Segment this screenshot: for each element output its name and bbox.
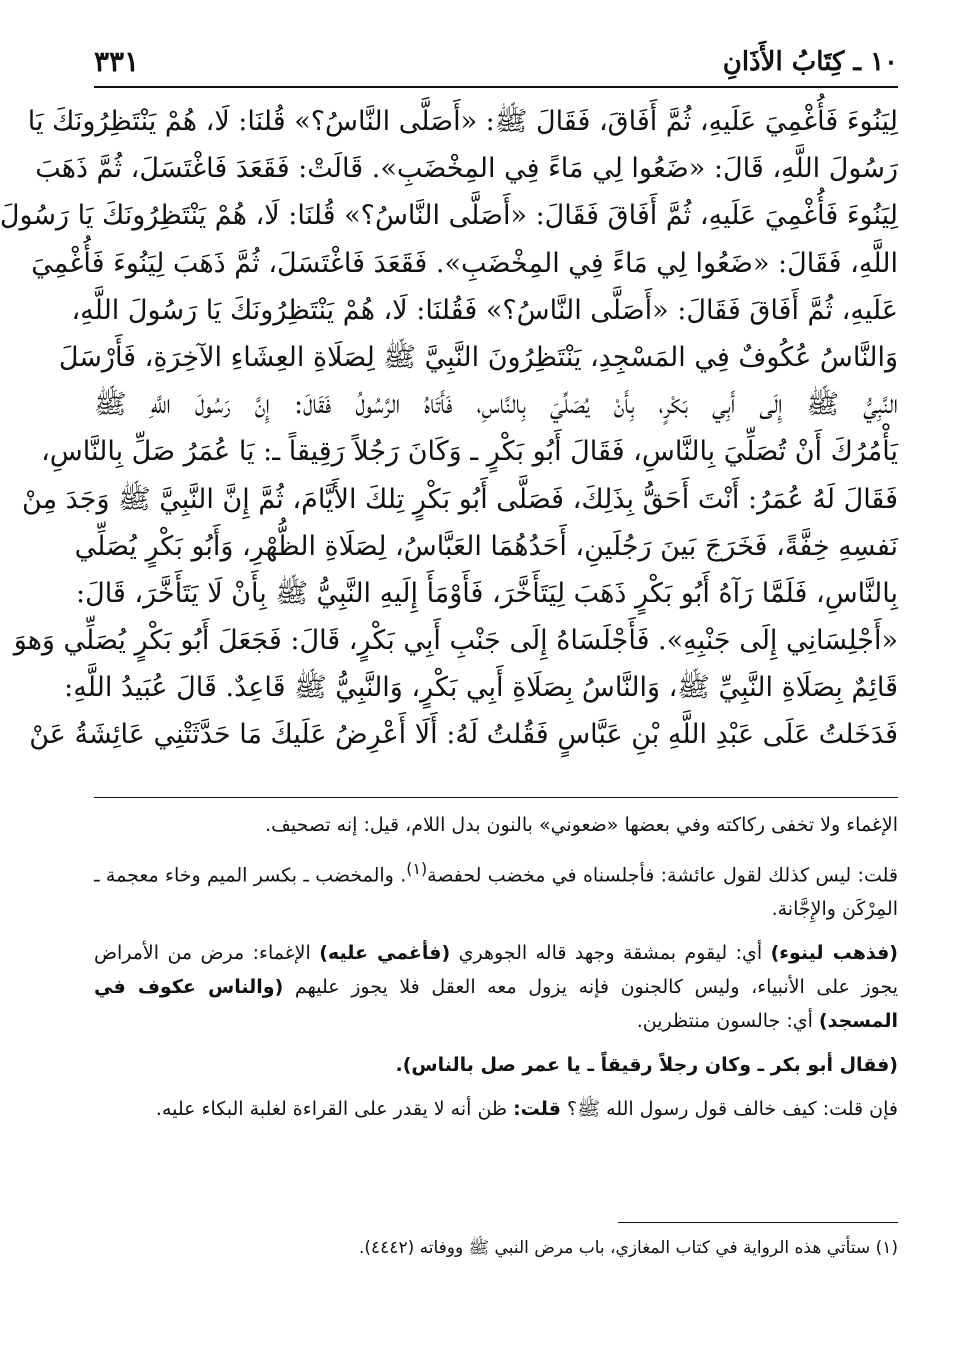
commentary-paragraph [94, 936, 898, 1038]
hadith-line: فَدَخَلتُ عَلَى عَبْدِ اللَّهِ بْنِ عَبَّاسٍ فَقُلتُ لَهُ: أَلَا أَعْرِضُ عَلَيكَ مَا حَدَّثَتْنِي عَائِشَةُ عَنْ [29, 719, 898, 751]
hadith-line: رَسُولَ اللَّهِ، قَالَ: «ضَعُوا لِي مَاءً فِي المِخْضَبِ». قَالَتْ: فَقَعَدَ فَاغْتَسَلَ، ثُمَّ ذَهَبَ [35, 153, 898, 185]
commentary-rule [94, 797, 898, 798]
footnote-reference[interactable]: (١) [406, 859, 428, 878]
page-number: ٣٣١ [94, 45, 140, 78]
hadith-line: بِالنَّاسِ، فَلَمَّا رَآهُ أَبُو بَكْرٍ ذَهَبَ لِيَتَأَخَّرَ، فَأَوْمَأَ إِلَيهِ النَّبِيُّ ﷺ بِأَنْ لَا يَتَأَخَّرَ، قَالَ: [75, 577, 898, 609]
commentary-text: أي: جالسون منتظرين. [636, 1010, 819, 1033]
commentary [94, 808, 898, 1136]
commentary-paragraph [94, 852, 898, 926]
commentary-text: قلت: ليس كذلك لقول عائشة: فأجلسناه في مخضب لحفصة [427, 864, 898, 887]
commentary-text: . والمخضب ـ بكسر الميم وخاء معجمة ـ المِرْكَن والإِجَّانة. [94, 864, 898, 921]
hadith-line: قَائِمٌ بِصَلَاةِ النَّبِيِّ ﷺ، وَالنَّاسُ بِصَلَاةِ أَبِي بَكْرٍ، وَالنَّبِيُّ ﷺ قَاعِدٌ. قَالَ عُبَيدُ اللَّهِ: [64, 672, 898, 704]
commentary-text: الإغماء ولا تخفى ركاكته وفي بعضها «ضعوني» بالنون بدل اللام، قيل: إنه تصحيف. [265, 814, 898, 836]
page-header [94, 40, 898, 82]
quoted-phrase: (فأغمي عليه) [319, 942, 451, 965]
footnote-rule [618, 1222, 898, 1223]
hadith-line: لِيَنُوءَ فَأُغْمِيَ عَلَيهِ، ثُمَّ أَفَاقَ، فَقَالَ ﷺ: «أَصَلَّى النَّاسُ؟» قُلنَا: لَا، هُمْ يَنْتَظِرُونَكَ يَا [27, 106, 898, 137]
commentary-text: فإن قلت: كيف خالف قول رسول الله ﷺ؟ [560, 1098, 898, 1121]
footnote-text: (١) ستأتي هذه الرواية في كتاب المغازي، باب مرض النبي ﷺ ووفاته (٤٤٤٢). [359, 1238, 898, 1258]
hadith-line: اللَّهِ، فَقَالَ: «ضَعُوا لِي مَاءً فِي المِخْضَبِ». فَقَعَدَ فَاغْتَسَلَ، ثُمَّ ذَهَبَ لِيَنُوءَ فَأُغْمِيَ [31, 247, 898, 279]
commentary-text: الإغماء: مرض من الأمراض يجوز على الأنبياء، وليس كالجنون فإنه يزول معه العقل فلا يجوز عليهم [94, 942, 899, 999]
commentary-text: أي: ليقوم بمشقة وجهد قاله الجوهري [450, 942, 771, 965]
hadith-line: نَفسِهِ خِفَّةً، فَخَرَجَ بَينَ رَجُلَينِ، أَحَدُهُمَا العَبَّاسُ، لِصَلَاةِ الظُّهْرِ، وَأَبُو بَكْرٍ يُصَلِّي [74, 530, 898, 562]
footnote [94, 1234, 898, 1262]
commentary-paragraph [94, 1048, 898, 1082]
chapter-title: ١٠ ـ كِتَابُ الأَذَانِ [722, 47, 898, 77]
header-rule [94, 86, 898, 88]
hadith-line: وَالنَّاسُ عُكُوفٌ فِي المَسْجِدِ، يَنْتَظِرُونَ النَّبِيَّ ﷺ لِصَلَاةِ العِشَاءِ الآخِرَةِ، فَأَرْسَلَ [58, 341, 898, 373]
hadith-line: عَلَيهِ، ثُمَّ أَفَاقَ فَقَالَ: «أَصَلَّى النَّاسُ؟» فَقُلنَا: لَا، هُمْ يَنْتَظِرُونَكَ يَا رَسُولَ اللَّهِ، [71, 294, 898, 326]
quoted-phrase: (والناس عكوف في المسجد) [94, 976, 898, 1033]
quoted-phrase: (فقال أبو بكر ـ وكان رجلاً رقيقاً ـ يا عمر صل بالناس). [395, 1054, 898, 1077]
hadith-text [0, 98, 898, 759]
hadith-line: «أَجْلِسَانِي إِلَى جَنْبِهِ». فَأَجْلَسَاهُ إِلَى جَنْبِ أَبِي بَكْرٍ، قَالَ: فَجَعَلَ أَبُو بَكْرٍ يُصَلِّي وَهوَ [13, 625, 898, 657]
hadith-line: النَّبِيُّ ﷺ إِلَى أَبِي بَكْرٍ، بِأَنْ يُصَلِّيَ بِالنَّاسِ، فَأَتَاهُ الرَّسُولُ فَقَالَ: إِنَّ رَسُولَ اللَّهِ ﷺ [94, 389, 898, 421]
hadith-line: فَقَالَ لَهُ عُمَرُ: أَنْتَ أَحَقُّ بِذَلِكَ، فَصَلَّى أَبُو بَكْرٍ تِلكَ الأَيَّامَ، ثُمَّ إِنَّ النَّبِيَّ ﷺ وَجَدَ مِنْ [22, 483, 898, 515]
commentary-text: ظن أنه لا يقدر على القراءة لغلبة البكاء عليه. [155, 1098, 514, 1121]
commentary-paragraph [94, 1092, 898, 1126]
quoted-phrase: (فذهب لينوء) [770, 942, 898, 965]
hadith-line: يَأْمُرُكَ أَنْ تُصَلِّيَ بِالنَّاسِ، فَقَالَ أَبُو بَكْرٍ ـ وَكَانَ رَجُلاً رَقِيقاً ـ: يَا عُمَرُ صَلِّ بِالنَّاسِ، [41, 436, 898, 468]
commentary-paragraph [94, 808, 898, 842]
hadith-line: لِيَنُوءَ فَأُغْمِيَ عَلَيهِ، ثُمَّ أَفَاقَ فَقَالَ: «أَصَلَّى النَّاسُ؟» قُلنَا: لَا، هُمْ يَنْتَظِرُونَكَ يَا رَسُولَ [0, 200, 898, 232]
answer-label: قلت: [513, 1098, 561, 1121]
